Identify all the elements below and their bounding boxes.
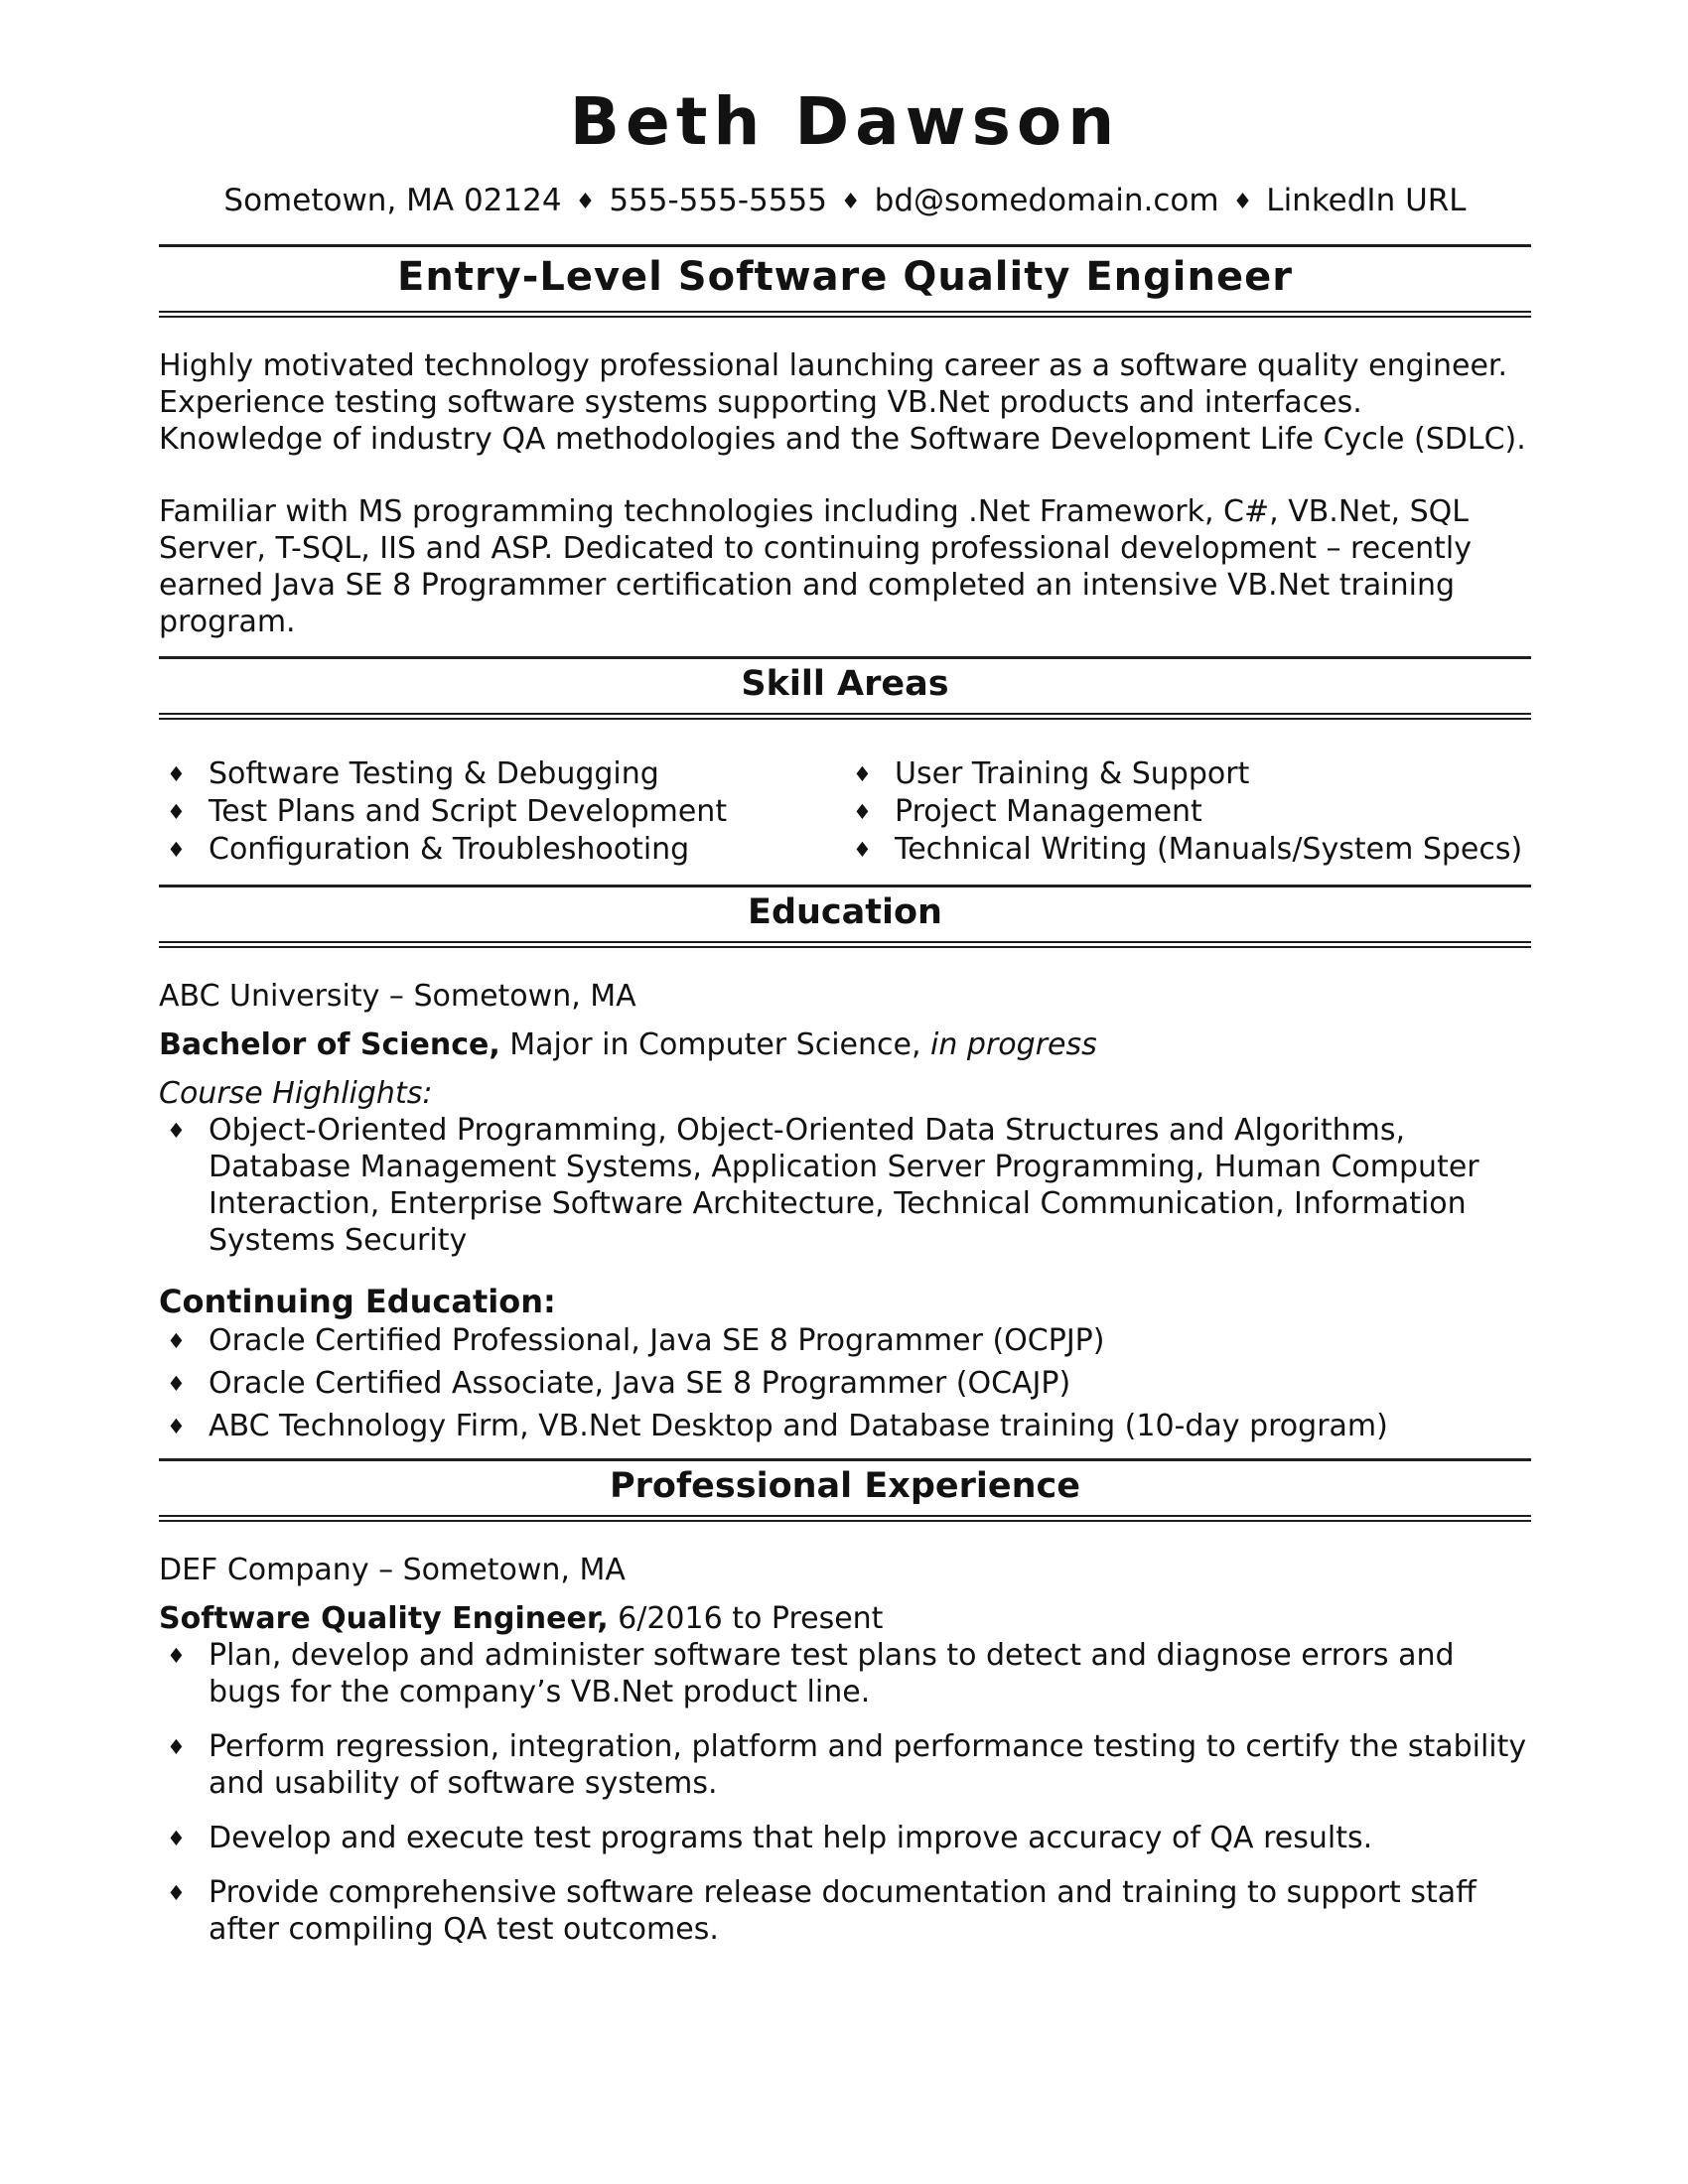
experience-bullet-item bbox=[159, 1874, 1531, 1948]
continuing-education-list bbox=[159, 1322, 1531, 1444]
contact-location: Sometown, MA 02124 bbox=[223, 183, 562, 218]
continuing-education-item bbox=[159, 1408, 1531, 1444]
diamond-bullet-icon: ♦ bbox=[167, 1329, 186, 1353]
diamond-bullet-icon: ♦ bbox=[167, 1827, 186, 1850]
role-title: Software Quality Engineer, bbox=[159, 1601, 609, 1636]
diamond-bullet-icon: ♦ bbox=[853, 762, 872, 786]
education-degree-line bbox=[159, 1026, 1531, 1063]
experience-bullet-list bbox=[159, 1637, 1536, 1948]
diamond-bullet-icon: ♦ bbox=[167, 1119, 186, 1143]
skill-item-label: Test Plans and Script Development bbox=[209, 794, 728, 829]
experience-bullet-item bbox=[159, 1637, 1531, 1710]
diamond-bullet-icon: ♦ bbox=[167, 1881, 186, 1905]
skills-column-right bbox=[845, 755, 1531, 869]
diamond-separator-icon: ♦ bbox=[575, 190, 596, 214]
skill-item-label: Software Testing & Debugging bbox=[209, 756, 659, 791]
contact-line bbox=[159, 181, 1531, 222]
continuing-education-item bbox=[159, 1365, 1531, 1402]
skill-item-label: Configuration & Troubleshooting bbox=[209, 832, 690, 867]
diamond-bullet-icon: ♦ bbox=[167, 1644, 186, 1668]
skill-item bbox=[159, 755, 845, 792]
degree-status: in progress bbox=[930, 1027, 1097, 1062]
section-heading-education: Education bbox=[159, 885, 1531, 948]
skills-column-left bbox=[159, 755, 845, 869]
summary-paragraph-1: Highly motivated technology professional launching career as a software quality engineer. Experience testing software systems supporting VB.Net products and interfaces. Knowledge of industry QA methodologies and the Software Development Life Cycle (SDLC). bbox=[159, 348, 1526, 457]
diamond-bullet-icon: ♦ bbox=[167, 762, 186, 786]
diamond-bullet-icon: ♦ bbox=[167, 1735, 186, 1759]
skill-item-label: Project Management bbox=[895, 794, 1202, 829]
course-highlights-text: Object-Oriented Programming, Object-Oriented Data Structures and Algorithms, Database Management Systems, Application Server Programming, Human Computer Interaction, Enterprise Software Architecture, Technical Communication, Information Systems Security bbox=[209, 1113, 1489, 1258]
contact-email: bd@somedomain.com bbox=[874, 183, 1219, 218]
experience-company: DEF Company – Sometown, MA bbox=[159, 1553, 626, 1587]
degree-name: Bachelor of Science, bbox=[159, 1027, 500, 1062]
summary-paragraph-2: Familiar with MS programming technologies including .Net Framework, C#, VB.Net, SQL Server, T-SQL, IIS and ASP. Dedicated to continuing professional development – recently earned Java SE 8 Programmer certification and completed an intensive VB.Net training program. bbox=[159, 494, 1481, 639]
skill-item bbox=[845, 755, 1531, 792]
course-highlights-item bbox=[159, 1112, 1531, 1259]
continuing-education-label: ABC Technology Firm, VB.Net Desktop and Database training (10-day program) bbox=[209, 1409, 1388, 1443]
experience-role-line bbox=[159, 1600, 1531, 1637]
contact-linkedin: LinkedIn URL bbox=[1266, 183, 1467, 218]
degree-major: Major in Computer Science, bbox=[499, 1027, 931, 1062]
experience-bullet-item bbox=[159, 1728, 1536, 1802]
experience-bullet-text: Perform regression, integration, platform and performance testing to certify the stability and usability of software systems. bbox=[209, 1729, 1536, 1801]
continuing-education-item bbox=[159, 1322, 1531, 1359]
skill-item-label: User Training & Support bbox=[895, 756, 1250, 791]
contact-phone: 555-555-5555 bbox=[609, 183, 827, 218]
experience-bullet-text: Develop and execute test programs that help improve accuracy of QA results. bbox=[209, 1821, 1373, 1855]
experience-bullet-text: Plan, develop and administer software test plans to detect and diagnose errors and bugs for the company’s VB.Net product line. bbox=[209, 1638, 1465, 1709]
diamond-bullet-icon: ♦ bbox=[853, 838, 872, 862]
experience-bullet-text: Provide comprehensive software release documentation and training to support staff after compiling QA test outcomes. bbox=[209, 1875, 1486, 1947]
education-school: ABC University – Sometown, MA bbox=[159, 979, 636, 1014]
skill-item bbox=[159, 793, 845, 830]
skills-columns bbox=[159, 755, 1531, 869]
continuing-education-label: Oracle Certified Associate, Java SE 8 Programmer (OCAJP) bbox=[209, 1366, 1071, 1401]
diamond-bullet-icon: ♦ bbox=[853, 800, 872, 824]
experience-bullet-item bbox=[159, 1820, 1531, 1856]
diamond-bullet-icon: ♦ bbox=[167, 1372, 186, 1396]
continuing-education-heading: Continuing Education: bbox=[159, 1283, 556, 1320]
continuing-education-label: Oracle Certified Professional, Java SE 8 Programmer (OCPJP) bbox=[209, 1323, 1105, 1358]
role-dates: 6/2016 to Present bbox=[608, 1601, 884, 1636]
diamond-separator-icon: ♦ bbox=[840, 190, 861, 214]
diamond-bullet-icon: ♦ bbox=[167, 838, 186, 862]
section-heading-professional-experience: Professional Experience bbox=[159, 1458, 1531, 1522]
candidate-name: Beth Dawson bbox=[569, 83, 1121, 160]
skill-item bbox=[845, 793, 1531, 830]
section-heading-skill-areas: Skill Areas bbox=[159, 656, 1531, 720]
course-highlights-list bbox=[159, 1112, 1531, 1259]
course-highlights-label: Course Highlights: bbox=[159, 1076, 433, 1111]
resume-title: Entry-Level Software Quality Engineer bbox=[159, 244, 1531, 318]
diamond-bullet-icon: ♦ bbox=[167, 800, 186, 824]
skill-item bbox=[845, 831, 1531, 868]
diamond-separator-icon: ♦ bbox=[1232, 190, 1253, 214]
skill-item-label: Technical Writing (Manuals/System Specs) bbox=[895, 832, 1523, 867]
diamond-bullet-icon: ♦ bbox=[167, 1415, 186, 1438]
skill-item bbox=[159, 831, 845, 868]
